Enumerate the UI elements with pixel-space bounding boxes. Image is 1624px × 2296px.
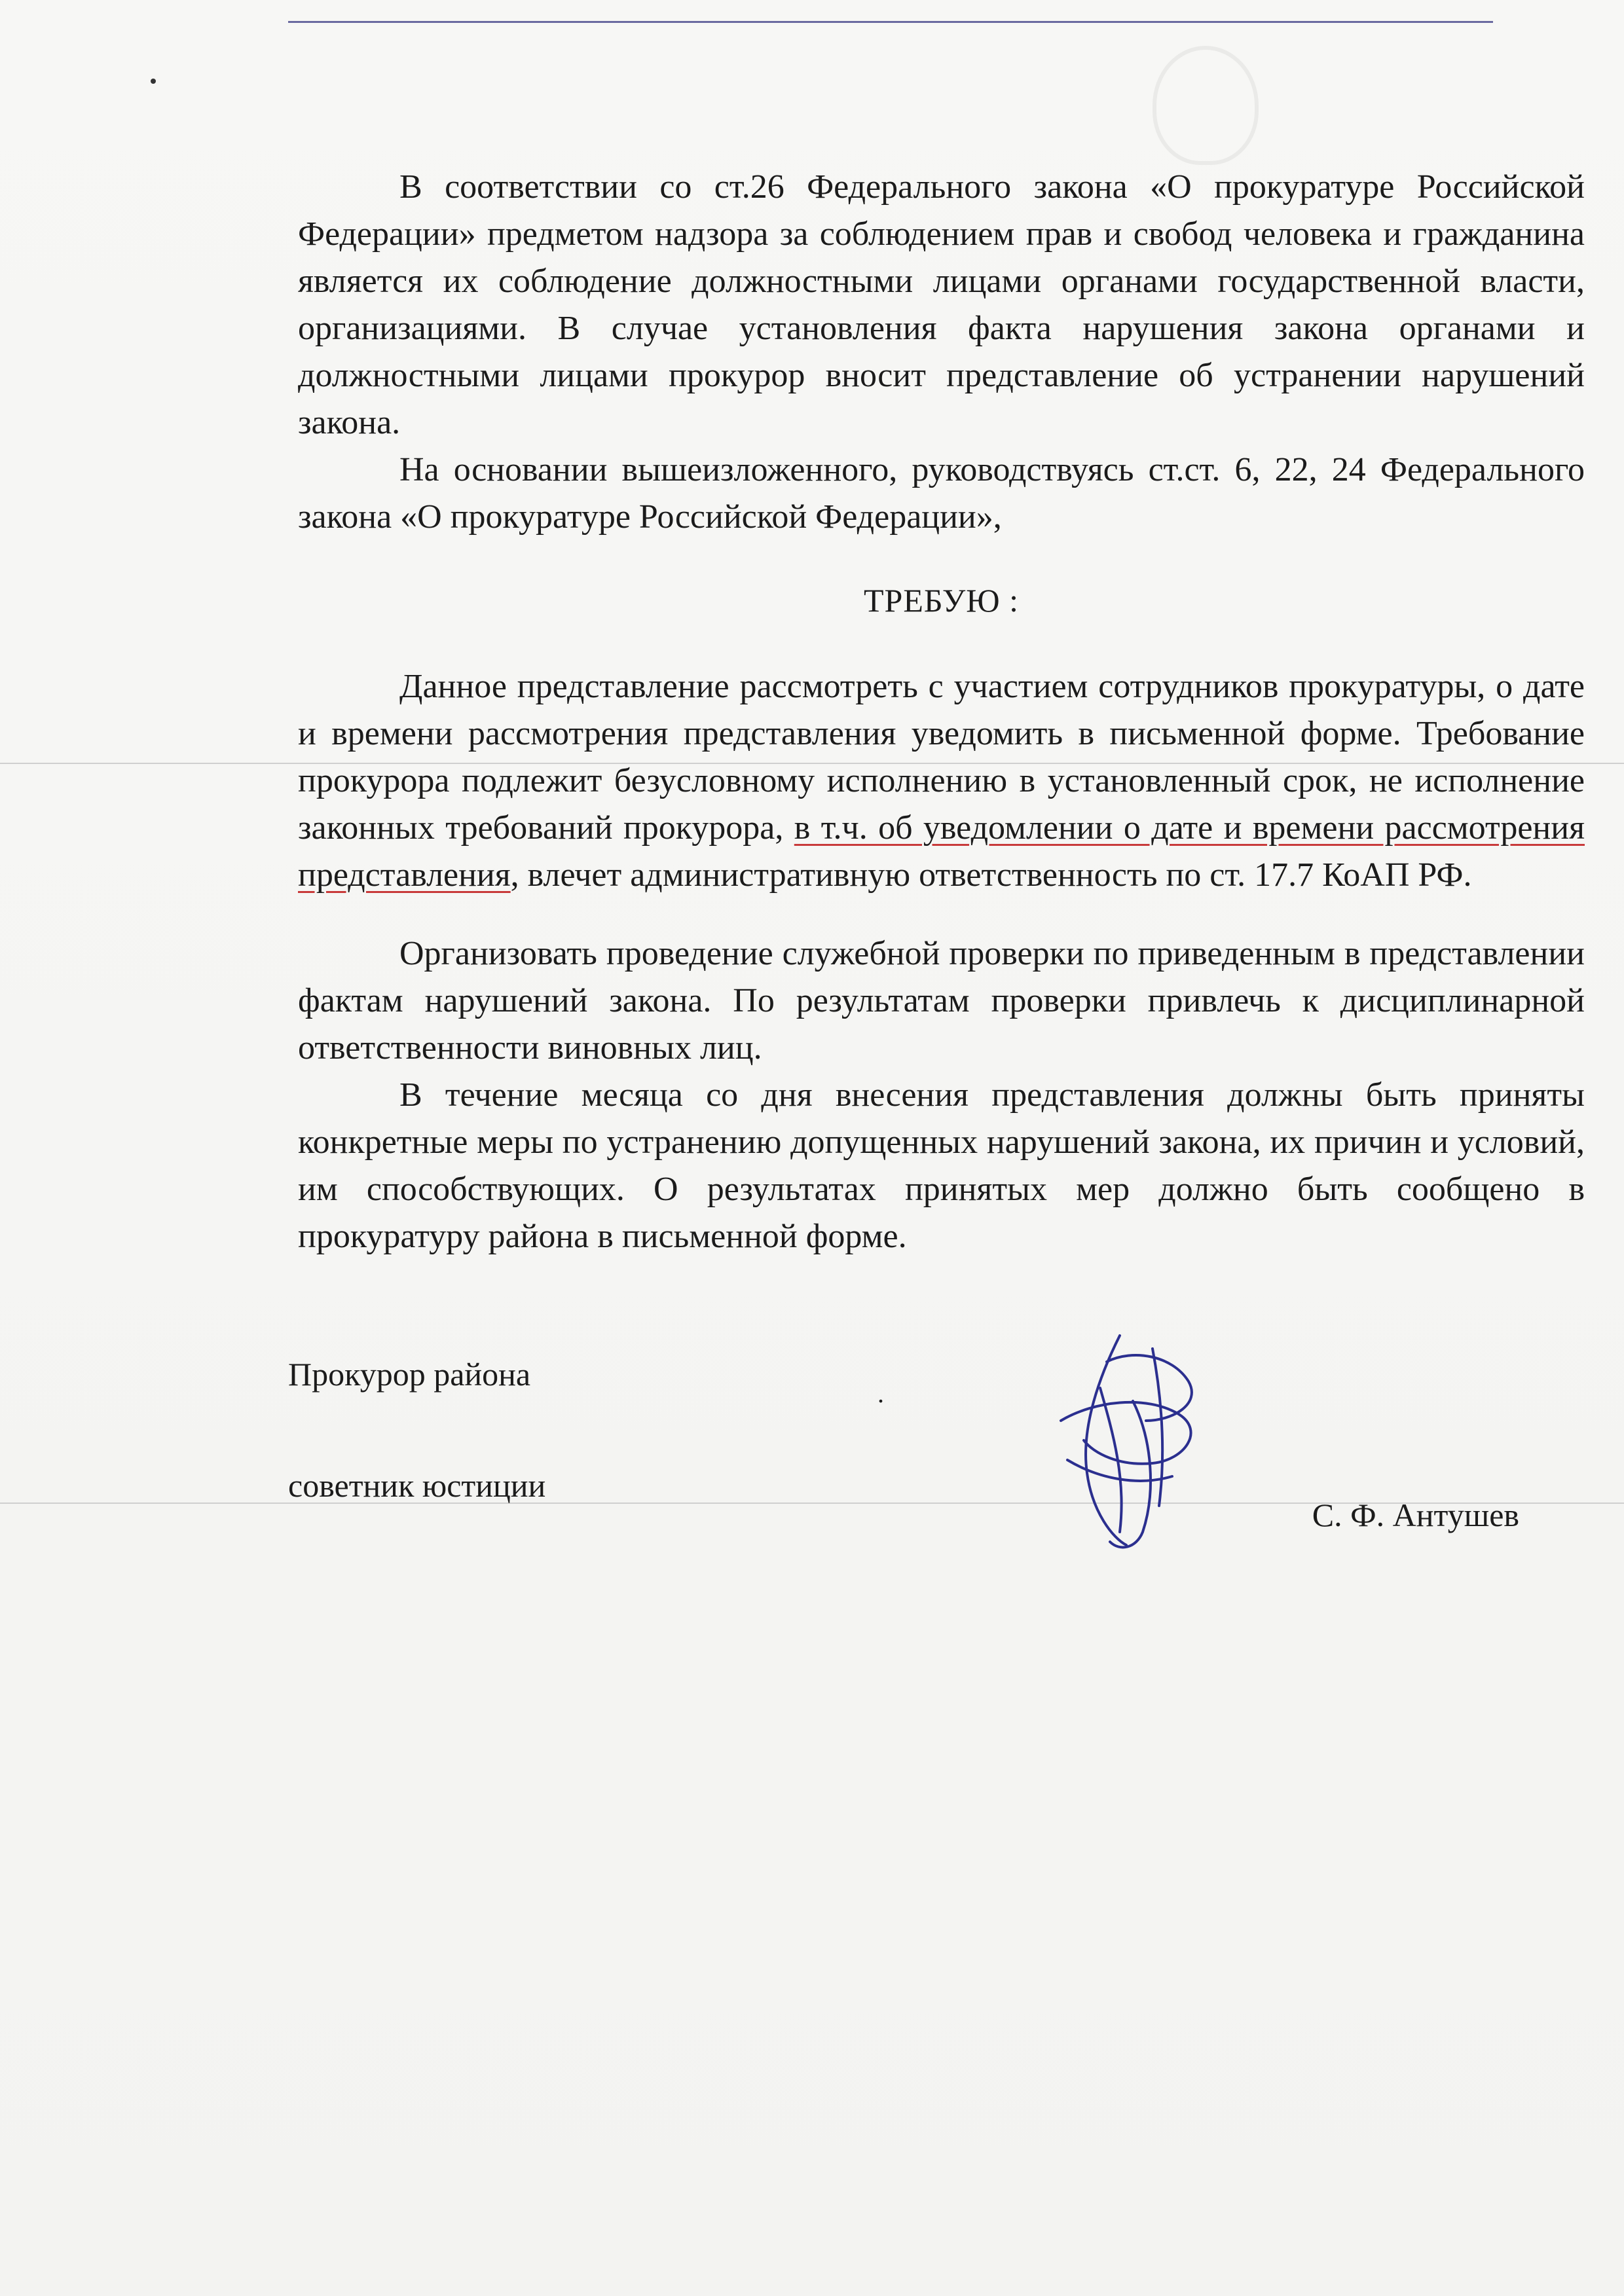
signer-name: С. Ф. Антушев (1312, 1497, 1519, 1533)
stray-dot: . (877, 1379, 884, 1408)
signer-title: Прокурор района (288, 1356, 531, 1393)
paragraph-internal-check: Организовать проведение служебной проверки по приведенным в представлении фактам нарушений закона. По результатам проверки привлечь к дисциплинарной ответственности виновных лиц. (298, 935, 1585, 1066)
paragraph-guided-by: На основании вышеизложенного, руководствуясь ст.ст. 6, 22, 24 Федерального закона «О прокуратуре Российской Федерации», (298, 451, 1585, 536)
handwritten-signature (1022, 1322, 1218, 1558)
show-through-emblem (1153, 46, 1259, 165)
text-fragment: Данное представление рассмотреть с участием сотрудников прокуратуры, о дате и времени рассмотрения представления уведомить в письменной форме. Требование прокурора подлежит безусловному исполнению в установленный срок, не исполнение законных требований прокурора, (298, 668, 1585, 847)
document-body (298, 164, 1585, 1260)
underlined-fragment: в т.ч. об уведомлении о дате и времени рассмотрения представления (298, 809, 1585, 894)
demand-heading: ТРЕБУЮ : (863, 582, 1020, 619)
signer-rank: советник юстиции (288, 1467, 546, 1504)
speck (151, 79, 156, 84)
paragraph-review-requirement (298, 663, 1585, 899)
signature-block (288, 1355, 1519, 1533)
text-fragment: , влечет административную ответственность по ст. 17.7 КоАП РФ. (510, 856, 1472, 894)
paragraph-legal-basis: В соответствии со ст.26 Федерального закона «О прокуратуре Российской Федерации» предметом надзора за соблюдением прав и свобод человека и гражданина является их соблюдение должностными лицами органами государственной власти, организациями. В случае установления факта нарушения закона органами и должностными лицами прокурор вносит представление об устранении нарушений закона. (298, 168, 1585, 441)
page-top-edge (288, 21, 1493, 23)
paragraph-measures: В течение месяца со дня внесения представления должны быть приняты конкретные меры по устранению допущенных нарушений закона, их причин и условий, им способствующих. О результатах принятых мер должно быть сообщено в прокуратуру района в письменной форме. (298, 1076, 1585, 1255)
